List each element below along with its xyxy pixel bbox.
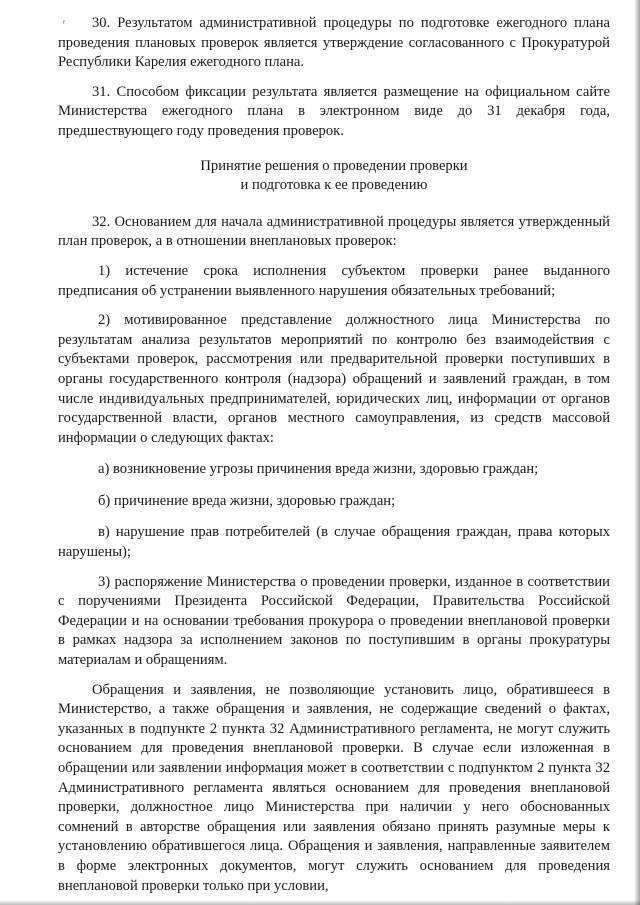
scan-speck: ᶠ (63, 18, 65, 28)
list-item-1: 1) истечение срока исполнения субъектом проверки ранее выданного предписания об устранении выявленного нарушения обязательных требований; (58, 262, 610, 299)
paragraph-31: 31. Способом фиксации результата является размещение на официальном сайте Министерства ежегодного плана в электронном виде до 31 декабря года, предшествующего году проведения проверок. (58, 83, 610, 139)
list-item-2c: в) нарушение прав потребителей (в случае обращения граждан, права которых нарушены); (58, 524, 610, 561)
paragraph-final: Обращения и заявления, не позволяющие установить лицо, обратившееся в Министерство, а также обращения и заявления, не содержащие сведений о фактах, указанных в подпункте 2 пункта 32 Административного регламента, не могут служить основанием для проведения внеплановой проверки. В случае если изложенная в обращении или заявлении информация может в соответствии с подпунктом 2 пункта 32 Административного регламента являться основанием для проведения внеплановой проверки, должностное лицо Министерства при наличии у него обоснованных сомнений в авторстве обращения или заявления обязано принять разумные меры к установлению обратившегося лица. Обращения и заявления, направленные заявителем в форме электронных документов, могут служить основанием для проведения внеплановой проверки только при условии, (58, 681, 610, 894)
scan-edge-shadow (634, 0, 640, 905)
section-heading-line-2: и подготовка к ее проведению (240, 177, 428, 194)
paragraph-32: 32. Основанием для начала административной процедуры является утвержденный план проверок, а в отношении внеплановых проверок: (58, 213, 610, 250)
list-item-2: 2) мотивированное представление должностного лица Министерства по результатам анализа результатов мероприятий по контролю без взаимодействия с субъектами проверок, рассмотрения или предварительной проверки поступивших в органы государственного контроля (надзора) обращений и заявлений граждан, в том числе индивидуальных предпринимателей, юридических лиц, информации от органов государственной власти, органов местного самоуправления, из средств массовой информации о следующих фактах: (58, 312, 610, 446)
scan-bottom-shadow (0, 900, 640, 905)
list-item-2b: б) причинение вреда жизни, здоровью граждан; (98, 492, 396, 509)
list-item-2a: а) возникновение угрозы причинения вреда жизни, здоровью граждан; (98, 461, 539, 478)
paragraph-30: 30. Результатом административной процедуры по подготовке ежегодного плана проведения плановых проверок является утверждение согласованного с Прокуратурой Республики Карелия ежегодного плана. (58, 15, 610, 71)
section-heading-line-1: Принятие решения о проведении проверки (200, 157, 468, 174)
list-item-3: 3) распоряжение Министерства о проведении проверки, изданное в соответствии с поручениями Президента Российской Федерации, Правительства Российской Федерации и на основании требования прокурора о проведении внеплановой проверки в рамках надзора за исполнением законов по поступившим в органы прокуратуры материалам и обращениям. (58, 573, 610, 669)
section-heading (58, 157, 610, 196)
